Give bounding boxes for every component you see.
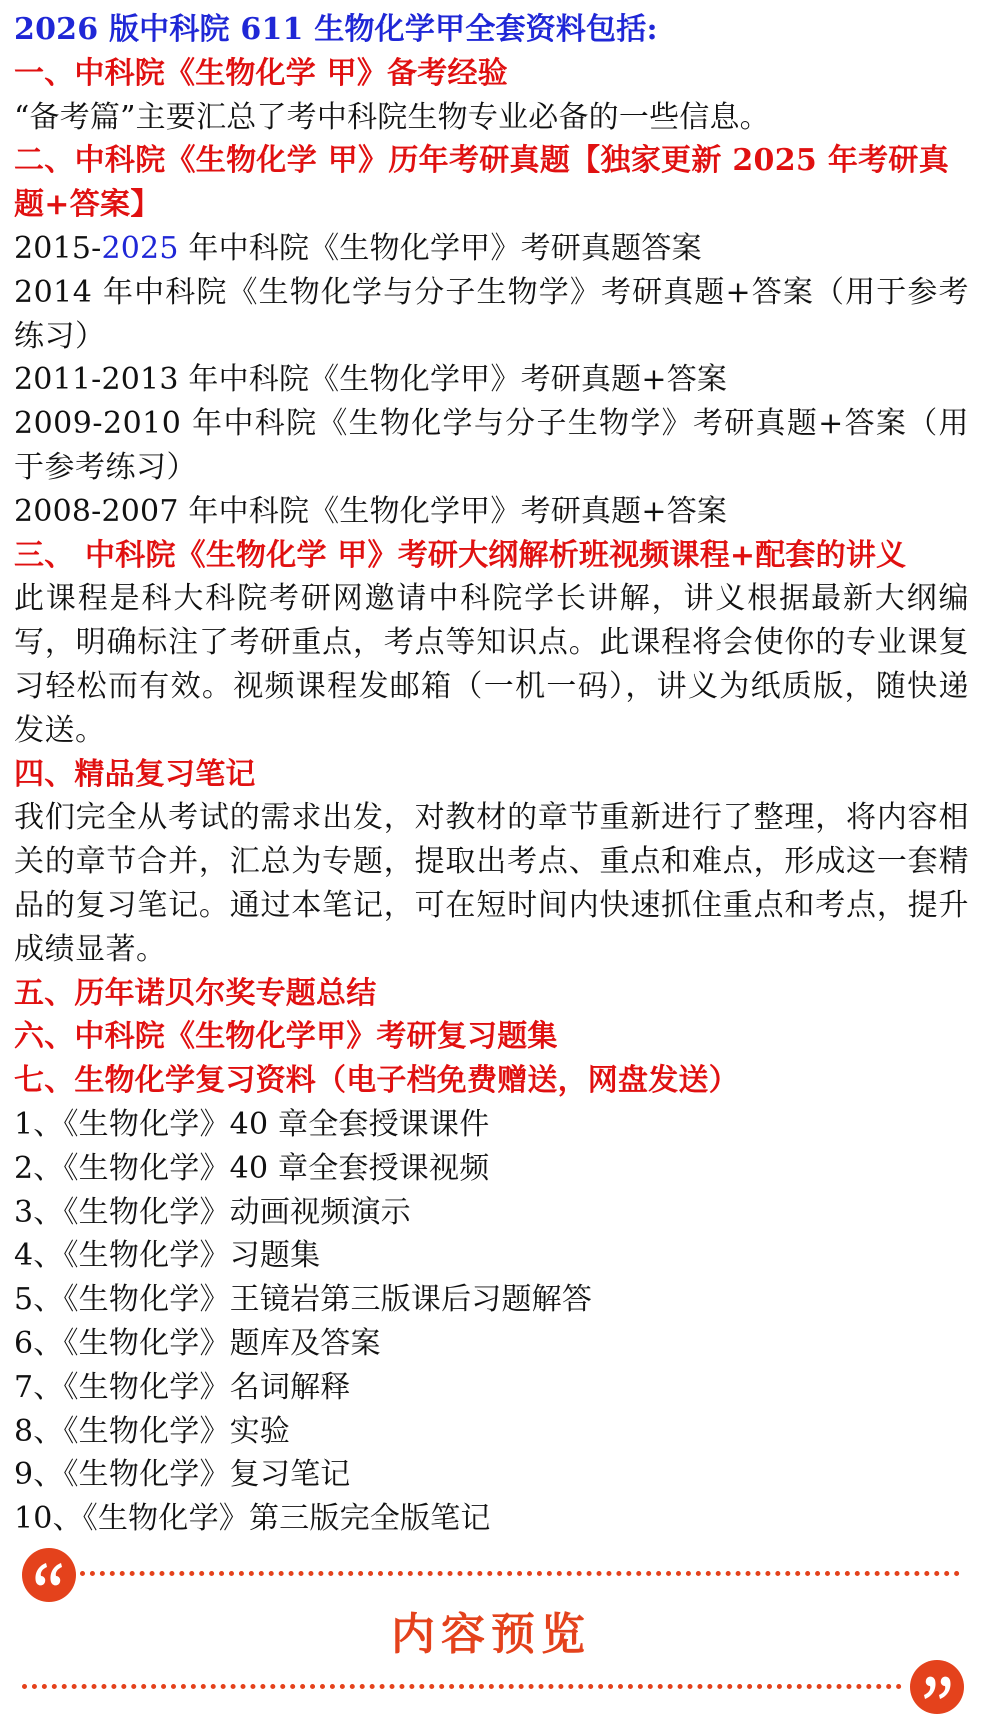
page-title: 2026 版中科院 611 生物化学甲全套资料包括: (14, 12, 658, 47)
year-start: 2015- (14, 230, 102, 266)
document-body (14, 8, 969, 1541)
item-text: 年中科院《生物化学甲》考研真题答案 (178, 230, 702, 266)
section-4-heading: 四、精品复习笔记 (14, 756, 256, 792)
section-2-item-3: 2011-2013 年中科院《生物化学甲》考研真题+答案 (14, 362, 728, 398)
list-item: 1、《生物化学》40 章全套授课课件 (14, 1106, 490, 1142)
list-item: 5、《生物化学》王镜岩第三版课后习题解答 (14, 1282, 593, 1318)
section-2-heading: 二、中科院《生物化学 甲》历年考研真题【独家更新 2025 年考研真题+答案】 (14, 143, 950, 223)
dotted-divider-bottom (22, 1684, 902, 1689)
section-2-item-1 (14, 227, 969, 271)
list-item: 9、《生物化学》复习笔记 (14, 1457, 351, 1493)
year-end: 2025 (101, 230, 179, 266)
list-item: 2、《生物化学》40 章全套授课视频 (14, 1150, 490, 1186)
banner-title: 内容预览 (391, 1609, 591, 1660)
section-1-heading: 一、中科院《生物化学 甲》备考经验 (14, 55, 508, 91)
close-quote-icon (910, 1660, 964, 1714)
section-2-item-5: 2008-2007 年中科院《生物化学甲》考研真题+答案 (14, 493, 728, 529)
section-5-heading: 五、历年诺贝尔奖专题总结 (14, 975, 377, 1011)
section-2-item-2: 2014 年中科院《生物化学与分子生物学》考研真题+答案（用于参考练习） (14, 274, 969, 354)
dotted-divider-top (80, 1571, 960, 1576)
content-preview-banner (0, 1540, 982, 1714)
list-item: 8、《生物化学》实验 (14, 1413, 291, 1449)
open-quote-icon (22, 1548, 76, 1602)
section-6-heading: 六、中科院《生物化学甲》考研复习题集 (14, 1019, 558, 1055)
list-item: 4、《生物化学》习题集 (14, 1238, 321, 1274)
list-item: 6、《生物化学》题库及答案 (14, 1325, 381, 1361)
section-3-heading: 三、 中科院《生物化学 甲》考研大纲解析班视频课程+配套的讲义 (14, 537, 907, 573)
list-item: 10、《生物化学》第三版完全版笔记 (14, 1501, 491, 1537)
section-2-item-4: 2009-2010 年中科院《生物化学与分子生物学》考研真题+答案（用于参考练习） (14, 406, 969, 485)
list-item: 7、《生物化学》名词解释 (14, 1369, 351, 1405)
section-1-body: “备考篇”主要汇总了考中科院生物专业必备的一些信息。 (14, 99, 770, 135)
list-item: 3、《生物化学》动画视频演示 (14, 1194, 411, 1230)
section-3-body: 此课程是科大科院考研网邀请中科院学长讲解，讲义根据最新大纲编写，明确标注了考研重点，考点等知识点。此课程将会使你的专业课复习轻松而有效。视频课程发邮箱（一机一码），讲义为纸质版，随快递发送。 (14, 581, 969, 748)
section-7-heading: 七、生物化学复习资料（电子档免费赠送，网盘发送） (14, 1063, 739, 1099)
section-4-body: 我们完全从考试的需求出发，对教材的章节重新进行了整理，将内容相关的章节合并，汇总为专题，提取出考点、重点和难点，形成这一套精品的复习笔记。通过本笔记，可在短时间内快速抓住重点和考点，提升成绩显著。 (14, 800, 969, 967)
